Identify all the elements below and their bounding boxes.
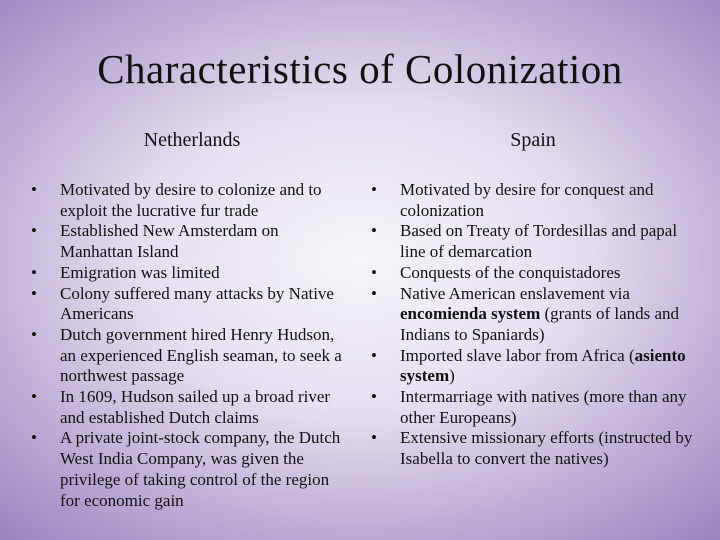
list-item-text: Established New Amsterdam on Manhattan Island [60,221,279,262]
list-item [371,263,701,284]
list-item [31,221,353,262]
list-item [371,180,701,221]
bullet-icon: • [371,387,377,407]
list-item [371,387,701,428]
list-item-text: Emigration was limited [60,262,220,282]
spain-list [371,180,701,470]
list-item-text: (grants of lands and Indians to Spaniards) [400,304,680,344]
list-item [31,263,353,284]
list-item [371,221,701,262]
list-item-text: Motivated by desire for conquest and colonization [400,180,654,220]
list-item-text: Motivated by desire to colonize and to exploit the lucrative fur trade [60,180,322,220]
list-item [31,387,353,428]
spain-column [371,180,701,470]
bullet-icon: • [371,262,377,282]
list-item-text: A private joint-stock company, the Dutch West India Company, was given the privilege of taking control of the region for economic gain [60,428,341,510]
bullet-icon: • [371,283,377,303]
netherlands-list [31,180,353,511]
bullet-icon: • [31,262,37,282]
bullet-icon: • [31,387,37,407]
bullet-icon: • [31,283,37,303]
bullet-icon: • [31,221,37,241]
asiento-term: asiento system [400,345,686,386]
list-item-text: Based on Treaty of Tordesillas and papal line of demarcation [400,221,678,262]
list-item-text: Native American enslavement via [400,283,630,303]
list-item-text: Extensive missionary efforts (instructed by Isabella to convert the natives) [400,428,693,469]
bullet-icon: • [31,180,37,199]
bullet-icon: • [371,345,377,365]
bullet-icon: • [371,428,377,448]
list-item-text: Intermarriage with natives (more than any other Europeans) [400,387,687,427]
netherlands-column [31,180,353,511]
bullet-icon: • [371,180,377,199]
list-item-text: In 1609, Hudson sailed up a broad river and established Dutch claims [60,387,331,427]
list-item-text: Dutch government hired Henry Hudson, an experienced English seaman, to seek a northwest passage [60,324,342,386]
list-item [31,180,353,221]
bullet-icon: • [371,221,377,241]
list-item-text: Imported slave labor from Africa ( [400,345,635,365]
list-item-text: Conquests of the conquistadores [400,262,621,282]
spain-heading: Spain [510,129,556,151]
bullet-icon: • [31,324,37,344]
list-item [371,346,701,387]
slide-title: Characteristics of Colonization [97,46,623,92]
list-item [31,428,353,511]
list-item [371,428,701,469]
bullet-icon: • [31,428,37,448]
list-item-text: ) [449,366,455,386]
list-item [371,284,701,346]
netherlands-heading: Netherlands [143,129,241,151]
list-item [31,284,353,325]
list-item [31,325,353,387]
encomienda-term: encomienda system [400,304,541,324]
list-item-text: Colony suffered many attacks by Native Americans [60,283,334,324]
